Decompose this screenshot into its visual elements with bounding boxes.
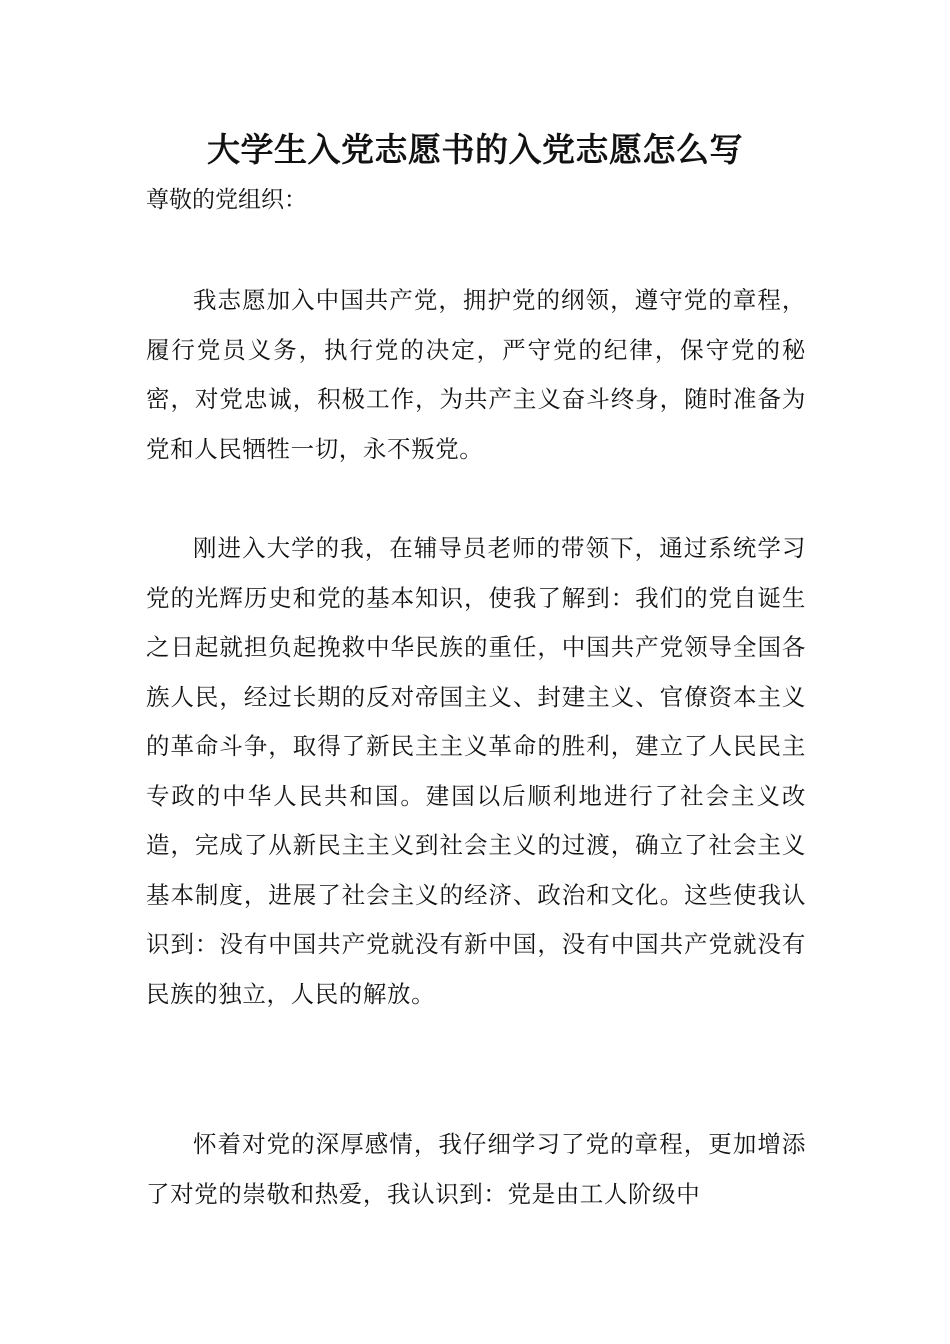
document-title: 大学生入党志愿书的入党志愿怎么写 bbox=[207, 130, 743, 169]
salutation: 尊敬的党组织： bbox=[146, 187, 307, 213]
paragraph-3: 怀着对党的深厚感情，我仔细学习了党的章程，更加增添了对党的崇敬和热爱，我认识到：党是由工人阶级中 bbox=[146, 1130, 806, 1208]
paragraph-1: 我志愿加入中国共产党，拥护党的纲领，遵守党的章程，履行党员义务，执行党的决定，严守党的纪律，保守党的秘密，对党忠诚，积极工作，为共产主义奋斗终身，随时准备为党和人民牺牲一切，永不叛党。 bbox=[146, 286, 806, 463]
paragraph-2: 刚进入大学的我，在辅导员老师的带领下，通过系统学习党的光辉历史和党的基本知识，使我了解到：我们的党自诞生之日起就担负起挽救中华民族的重任，中国共产党领导全国各族人民，经过长期的反对帝国主义、封建主义、官僚资本主义的革命斗争，取得了新民主主义革命的胜利，建立了人民民主专政的中华人民共和国。建国以后顺利地进行了社会主义改造，完成了从新民主主义到社会主义的过渡，确立了社会主义基本制度，进展了社会主义的经济、政治和文化。这些使我认识到：没有中国共产党就没有新中国，没有中国共产党就没有民族的独立，人民的解放。 bbox=[146, 534, 806, 1008]
